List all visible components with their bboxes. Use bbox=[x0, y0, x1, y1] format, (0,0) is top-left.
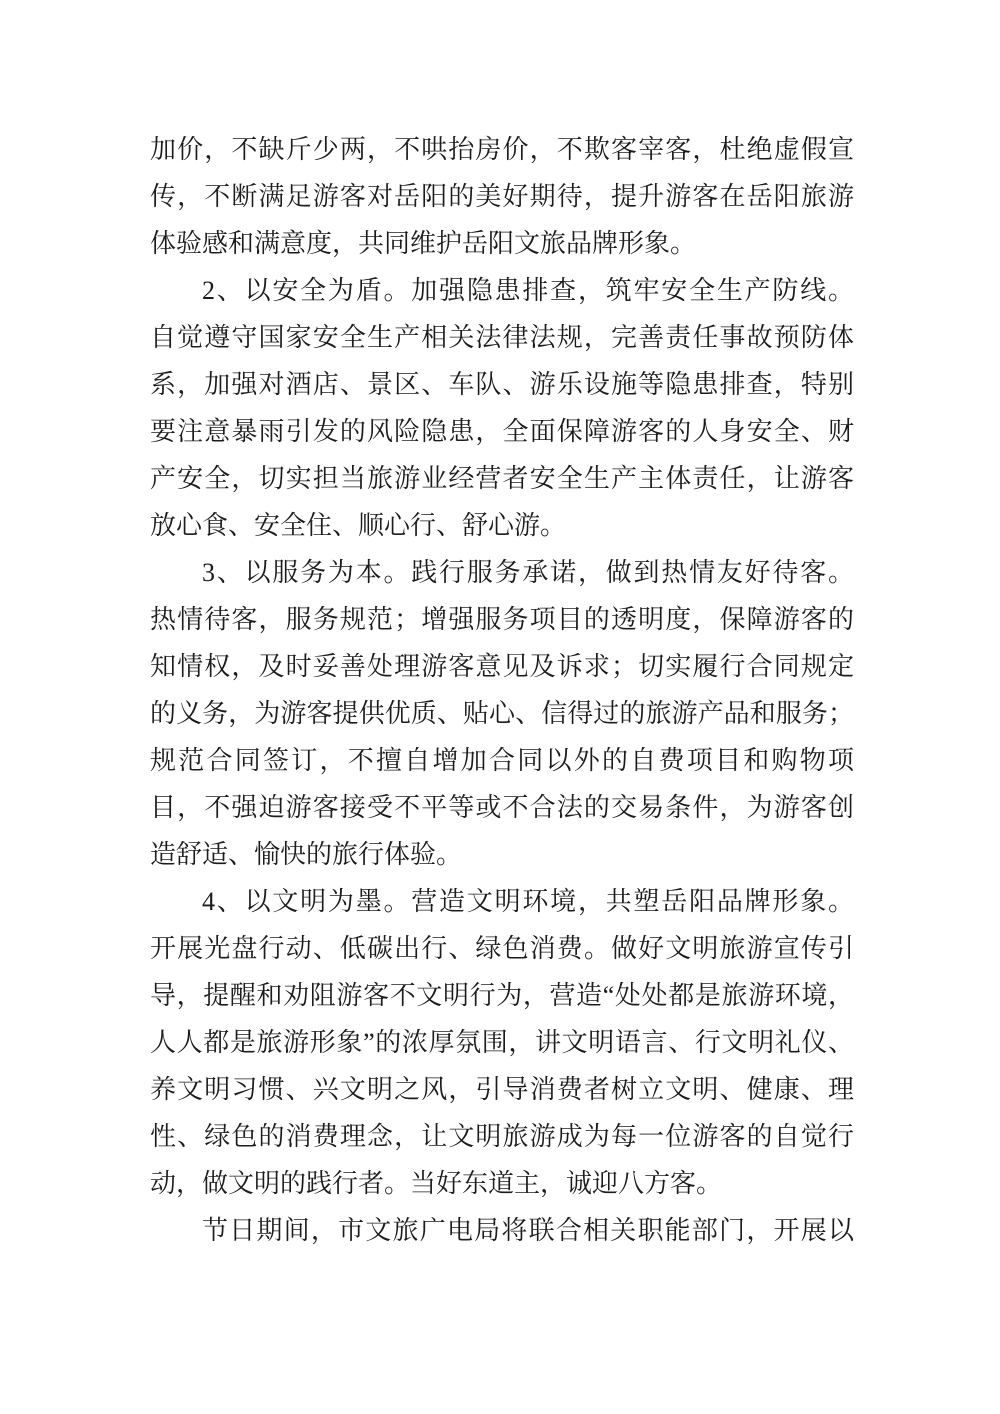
text-line: 3、以服务为本。践行服务承诺，做到热情友好待客。 bbox=[202, 558, 854, 587]
text-line: 自觉遵守国家安全生产相关法律法规，完善责任事故预防体 bbox=[150, 323, 854, 352]
text-line: 导，提醒和劝阻游客不文明行为，营造“处处都是旅游环境， bbox=[150, 981, 854, 1010]
text-line: 系，加强对酒店、景区、车队、游乐设施等隐患排查，特别 bbox=[150, 370, 854, 399]
text-line: 动，做文明的践行者。当好东道主，诚迎八方客。 bbox=[150, 1169, 723, 1198]
text-line: 放心食、安全住、顺心行、舒心游。 bbox=[150, 511, 567, 540]
text-line: 的义务，为游客提供优质、贴心、信得过的旅游产品和服务； bbox=[150, 699, 854, 728]
text-line: 规范合同签订，不擅自增加合同以外的自费项目和购物项 bbox=[150, 746, 854, 775]
text-line: 开展光盘行动、低碳出行、绿色消费。做好文明旅游宣传引 bbox=[150, 934, 854, 963]
text-line: 体验感和满意度，共同维护岳阳文旅品牌形象。 bbox=[150, 229, 697, 258]
text-line: 热情待客，服务规范；增强服务项目的透明度，保障游客的 bbox=[150, 605, 854, 634]
text-line: 要注意暴雨引发的风险隐患，全面保障游客的人身安全、财 bbox=[150, 417, 854, 446]
text-line: 产安全，切实担当旅游业经营者安全生产主体责任，让游客 bbox=[150, 464, 854, 493]
text-line: 性、绿色的消费理念，让文明旅游成为每一位游客的自觉行 bbox=[150, 1122, 854, 1151]
text-line: 知情权，及时妥善处理游客意见及诉求；切实履行合同规定 bbox=[150, 652, 854, 681]
text-line: 目，不强迫游客接受不平等或不合法的交易条件，为游客创 bbox=[150, 793, 854, 822]
text-line: 节日期间，市文旅广电局将联合相关职能部门，开展以 bbox=[202, 1216, 854, 1245]
text-line: 2、以安全为盾。加强隐患排查，筑牢安全生产防线。 bbox=[202, 276, 854, 305]
text-line: 人人都是旅游形象”的浓厚氛围，讲文明语言、行文明礼仪、 bbox=[150, 1028, 854, 1057]
text-line: 传，不断满足游客对岳阳的美好期待，提升游客在岳阳旅游 bbox=[150, 182, 854, 211]
text-line: 养文明习惯、兴文明之风，引导消费者树立文明、健康、理 bbox=[150, 1075, 854, 1104]
document-body bbox=[150, 126, 854, 1254]
text-line: 4、以文明为墨。营造文明环境，共塑岳阳品牌形象。 bbox=[202, 887, 854, 916]
text-line: 加价，不缺斤少两，不哄抬房价，不欺客宰客，杜绝虚假宣 bbox=[150, 135, 854, 164]
text-line: 造舒适、愉快的旅行体验。 bbox=[150, 840, 463, 869]
